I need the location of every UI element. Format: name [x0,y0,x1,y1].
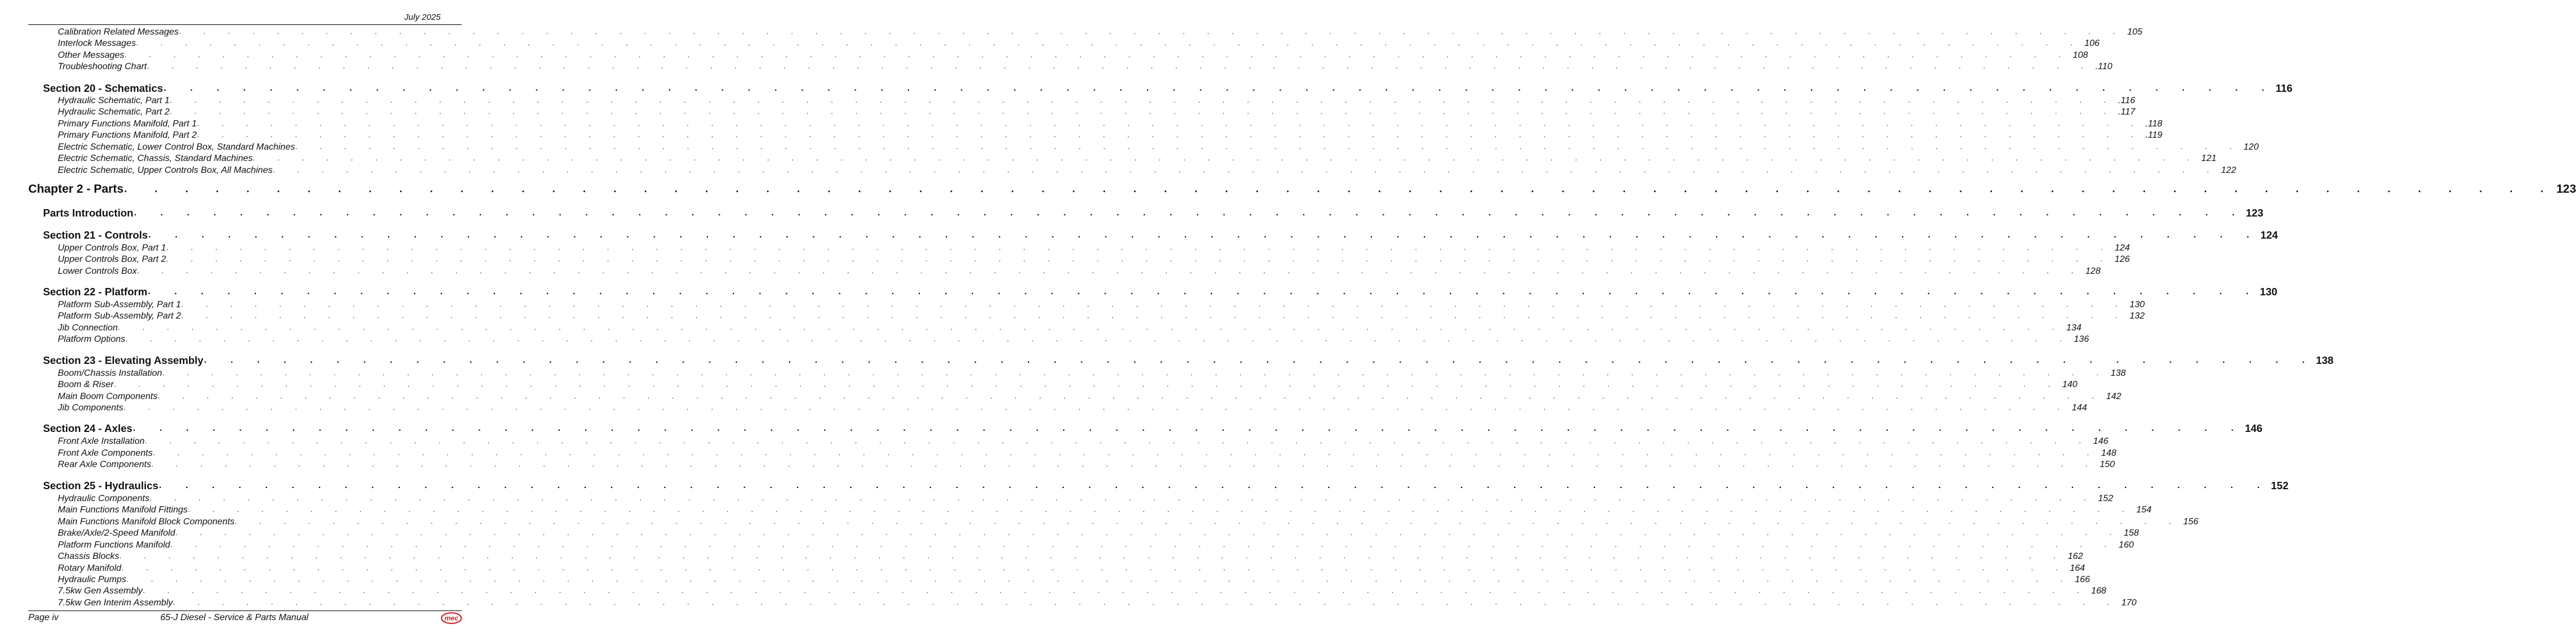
toc-title: Lower Controls Box [28,266,137,277]
toc-entry[interactable] [28,152,2217,164]
toc-page-number: 138 [2110,368,2126,378]
toc-title: Upper Controls Box, Part 1 [28,243,166,253]
dot-leader: . . . . . . . . . . . . . . . . . . . . . . . . . . . . . . . . . . . . . . . . . . . . . . . . . . . . . . . . . . . . . . . . . . . . . . . . . . . . . . . . [158,392,2105,400]
toc-title: Front Axle Installation [28,436,144,447]
toc-page-number: .116 [2118,96,2135,105]
toc-title: Interlock Messages [28,39,136,49]
dot-leader: . . . . . . . . . . . . . . . . . . . . . . . . . . . . . . . . . . . . . . . . . . . . . . . . . . . . . . . . . . . . . . . . . . . . . . . . . . . . . . . . [163,368,2109,377]
toc-entry[interactable] [28,253,2130,265]
toc-page-number: 132 [2129,311,2145,321]
toc-title: Platform Sub-Assembly, Part 2 [28,311,181,321]
toc-entry[interactable] [28,265,2101,277]
toc-entry[interactable] [28,118,2163,129]
footer-manual-title: 65-J Diesel - Service & Parts Manual [160,613,309,622]
toc-entry[interactable] [28,37,2100,49]
toc-section[interactable] [28,207,2263,219]
dot-leader: . . . . . . . . . . . . . . . . . . . . . . . . . . . . . . . . . . . . . . . . . . . . . . . . . . . . . . . . . . . . . . . . . . . . . . . . . . . . . . . . [120,552,2066,560]
toc-entry[interactable] [28,504,2152,515]
toc-title: Hydraulic Pumps [28,575,126,585]
toc-entry[interactable] [28,493,2113,504]
dot-leader: . . . . . . . . . . . . . . . . . . . . . . . . . . . . . . . . . . . . . . . . . . . . . . . . . . . . . . . . . . . . . . . . . . . . . . . . . . . . . . . . [295,142,2242,151]
toc-title: Main Functions Manifold Fittings [28,505,187,515]
toc-page-number: 108 [2072,50,2088,60]
dot-leader: . . . . . . . . . . . . . . . . . . . . . . . . . . . . . . . . . . . . . . . . . . . . . . . . . . . . . . . . . . . . . . . . . . . . . . . . . . . . . . . . [151,460,2099,468]
toc-title: Boom & Riser [28,380,114,390]
dot-leader: . . . . . . . . . . . . . . . . . . . . . . . . . . . . . . . . . . . . . . . . . . . . . . . . . . . . . . . . . . . . . . . . . . . . . . . . . . . . . . . . [170,96,2117,104]
toc-page-number: 105 [2127,27,2143,37]
toc-page-number: 116 [2275,82,2293,94]
toc-page-number: 124 [2114,243,2130,253]
toc-entry[interactable] [28,367,2126,379]
toc-section[interactable] [28,82,2293,95]
dot-leader: . . . . . . . . . . . . . . . . . . . . . . . . . . . . . . . . . . . . . . . . . . . . . . . . . . . . . . . . . . . . . . . . . . . . . . . . . . . . . . . . [204,355,2315,365]
dot-leader: . . . . . . . . . . . . . . . . . . . . . . . . . . . . . . . . . . . . . . . . . . . . . . . . . . . . . . . . . . . . . . . . . . . . . . . . . . . . . . . . [197,130,2144,139]
toc-section[interactable] [28,286,2278,298]
dot-leader: . . . . . . . . . . . . . . . . . . . . . . . . . . . . . . . . . . . . . . . . . . . . . . . . . . . . . . . . . . . . . . . . . . . . . . . . . . . . . . . . [122,563,2069,572]
toc-title: Section 22 - Platform [28,286,147,298]
toc-page-number: 156 [2183,517,2199,527]
toc-page-number: 152 [2098,494,2113,503]
toc-entry[interactable] [28,527,2139,539]
toc-entry[interactable] [28,574,2090,585]
dot-leader: . . . . . . . . . . . . . . . . . . . . . . . . . . . . . . . . . . . . . . . . . . . . . . . . . . . . . . . . . . . . . . . . . . . . . . . . . . . . . . . . [167,255,2113,263]
toc-entry[interactable] [28,95,2135,106]
toc-title: Section 25 - Hydraulics [28,480,159,492]
mec-logo [441,612,462,624]
toc-entry[interactable] [28,459,2115,470]
toc-page-number: 160 [2118,540,2134,550]
toc-entry[interactable] [28,129,2163,141]
toc-title: Primary Functions Manifold, Part 1 [28,119,197,129]
toc-title: Section 24 - Axles [28,422,133,435]
toc-page-number: 134 [2066,323,2082,333]
toc-page-number: 158 [2123,528,2139,538]
toc-entry[interactable] [28,550,2083,562]
toc-title: Upper Controls Box, Part 2 [28,255,166,265]
dot-leader: . . . . . . . . . . . . . . . . . . . . . . . . . . . . . . . . . . . . . . . . . . . . . . . . . . . . . . . . . . . . . . . . . . . . . . . . . . . . . . . . [126,575,2074,583]
toc-page-number: 124 [2260,229,2278,241]
dot-leader: . . . . . . . . . . . . . . . . . . . . . . . . . . . . . . . . . . . . . . . . . . . . . . . . . . . . . . . . . . . . . . . . . . . . . . . . . . . . . . . . [123,403,2070,412]
toc-section[interactable] [28,229,2278,241]
toc-title: Rotary Manifold [28,563,121,574]
dot-leader: . . . . . . . . . . . . . . . . . . . . . . . . . . . . . . . . . . . . . . . . . . . . . . . . . . . . . . . . . . . . . . . . . . . . . . . . . . . . . . . . [188,505,2135,514]
toc-entry[interactable] [28,435,2109,447]
toc-page-number: 166 [2075,575,2090,584]
toc-title: Chapter 2 - Parts [28,183,124,196]
toc-entry[interactable] [28,516,2199,527]
toc-entry[interactable] [28,447,2117,459]
dot-leader: . . . . . . . . . . . . . . . . . . . . . . . . . . . . . . . . . . . . . . . . . . . . . . . . . . . . . . . . . . . . . . . . . . . . . . . . . . . . . . . . [170,540,2117,549]
dot-leader: . . . . . . . . . . . . . . . . . . . . . . . . . . . . . . . . . . . . . . . . . . . . . . . . . . . . . . . . . . . . . . . . . . . . . . . . . . . . . . . . [118,323,2065,332]
toc-page-number: 164 [2070,563,2085,573]
svg-text:mec: mec [444,614,459,622]
toc-title: Platform Sub-Assembly, Part 1 [28,300,181,310]
toc-entry[interactable] [28,597,2137,608]
toc-page-number: 128 [2085,266,2101,276]
dot-leader: . . . . . . . . . . . . . . . . . . . . . . . . . . . . . . . . . . . . . . . . . . . . . . . . . . . . . . . . . . . . . . . . . . . . . . . . . . . . . . . . [137,266,2084,275]
dot-leader: . . . . . . . . . . . . . . . . . . . . . . . . . . . . . . . . . . . . . . . . . . . . . . . . . . . . . . . . . . . . . . . . . . . . . . . . . . . . . . . . [173,598,2120,607]
toc-title: Calibration Related Messages [28,27,178,37]
dot-leader: . . . . . . . . . . . . . . . . . . . . . . . . . . . . . . . . . . . . . . . . . . . . . . . . . . . . . . . . . . . . . . . . . . . . . . . . . . . . . . . . [147,62,2094,70]
toc-title: Troubleshooting Chart [28,62,147,72]
toc-entry[interactable] [28,322,2082,333]
dot-leader: . . . . . . . . . . . . . . . . . . . . . . . . . . . . . . . . . . . . . . . . . . . . . . . . . . . . . . . . . . . . . . . . . . . . . . . . . . . . . . . . [176,528,2122,537]
toc-page-number: .119 [2145,130,2163,140]
toc-page-number: 106 [2084,39,2100,48]
toc-page-number: 150 [2100,460,2115,469]
toc-page-number: 120 [2244,142,2259,152]
toc-chapter[interactable] [28,181,2576,196]
toc-entry[interactable] [28,164,2237,176]
toc-title: Section 21 - Controls [28,229,148,241]
header-date: July 2025 [404,12,441,22]
dot-leader: . . . . . . . . . . . . . . . . . . . . . . . . . . . . . . . . . . . . . . . . . . . . . . . . . . . . . . . . . . . . . . . . . . . . . . . . . . . . . . . . [253,154,2200,162]
dot-leader: . . . . . . . . . . . . . . . . . . . . . . . . . . . . . . . . . . . . . . . . . . . . . . . . . . . . . . . . . . . . . . . . . . . . . . . . . . . . . . . . [143,586,2089,595]
toc-entry[interactable] [28,391,2122,402]
toc-title: Chassis Blocks [28,552,119,562]
toc-title: Hydraulic Schematic, Part 2 [28,107,169,117]
toc-title: Platform Options [28,334,125,345]
toc-entry[interactable] [28,49,2088,61]
toc-title: Platform Functions Manifold [28,540,170,550]
toc-page-number: 154 [2136,505,2152,515]
toc-entry[interactable] [28,242,2130,253]
toc-page-number: 123 [2556,183,2576,196]
dot-leader: . . . . . . . . . . . . . . . . . . . . . . . . . . . . . . . . . . . . . . . . . . . . . . . . . . . . . . . . . . . . . . . . . . . . . . . . . . . . . . . . [179,27,2126,36]
toc-entry[interactable] [28,106,2135,117]
dot-leader: . . . . . . . . . . . . . . . . . . . . . . . . . . . . . . . . . . . . . . . . . . . . . . . . . . . . . . . . . . . . . . . . . . . . . . . . . . . . . . . . [148,230,2260,240]
toc-title: Electric Schematic, Lower Control Box, Standard Machines [28,142,295,152]
toc-page-number: 121 [2201,154,2217,163]
dot-leader: . . . . . . . . . . . . . . . . . . . . . . . . . . . . . . . . . . . . . . . . . . . . . . . . . . . . . . . . . . . . . . . . . . . . . . . . . . . . . . . . [145,436,2092,445]
footer-rule [28,610,462,611]
dot-leader: . . . . . . . . . . . . . . . . . . . . . . . . . . . . . . . . . . . . . . . . . . . . . . . . . . . . . . . . . . . . . . . . . . . . . . . . . . . . . . . . [133,423,2245,433]
toc-page-number: 146 [2245,422,2263,434]
toc-title: Jib Components [28,403,123,413]
toc-title: Hydraulic Schematic, Part 1 [28,96,169,106]
toc-page-number: 122 [2221,166,2237,175]
toc-page-number: 168 [2091,586,2106,596]
toc-title: Jib Connection [28,323,118,333]
toc-title: Parts Introduction [28,207,133,219]
dot-leader: . . . . . . . . . . . . . . . . . . . . . . . . . . . . . . . . . . . . . . . . . . . . . . . . . . . . . . . . . . . . . . . . . . . . . . . . . . . . . . . . [197,119,2144,128]
toc-title: Main Boom Components [28,392,157,402]
toc-title: Section 20 - Schematics [28,82,163,95]
toc-title: Primary Functions Manifold, Part 2 [28,130,197,141]
footer-page-label: Page iv [28,613,59,622]
dot-leader: . . . . . . . . . . . . . . . . . . . . . . . . . . . . . . . . . . . . . . . . . . . . . . . . . . . . . . . . . . . . . . . . . . . . . . . . . . . . . . . . [124,183,2556,194]
toc-title: Brake/Axle/2-Speed Manifold [28,528,175,539]
dot-leader: . . . . . . . . . . . . . . . . . . . . . . . . . . . . . . . . . . . . . . . . . . . . . . . . . . . . . . . . . . . . . . . . . . . . . . . . . . . . . . . . [235,517,2182,525]
dot-leader: . . . . . . . . . . . . . . . . . . . . . . . . . . . . . . . . . . . . . . . . . . . . . . . . . . . . . . . . . . . . . . . . . . . . . . . . . . . . . . . . [114,380,2061,388]
toc-page-number: .117 [2118,107,2135,117]
toc-title: Front Axle Components [28,448,152,459]
dot-leader: . . . . . . . . . . . . . . . . . . . . . . . . . . . . . . . . . . . . . . . . . . . . . . . . . . . . . . . . . . . . . . . . . . . . . . . . . . . . . . . . [150,494,2097,502]
toc-page-number: 146 [2093,436,2109,446]
dot-leader: . . . . . . . . . . . . . . . . . . . . . . . . . . . . . . . . . . . . . . . . . . . . . . . . . . . . . . . . . . . . . . . . . . . . . . . . . . . . . . . . [167,243,2113,252]
toc-title: Electric Schematic, Upper Controls Box, All Machines [28,166,272,176]
dot-leader: . . . . . . . . . . . . . . . . . . . . . . . . . . . . . . . . . . . . . . . . . . . . . . . . . . . . . . . . . . . . . . . . . . . . . . . . . . . . . . . . [181,311,2128,320]
toc-section[interactable] [28,422,2263,435]
toc-title: 7.5kw Gen Interim Assembly [28,598,173,608]
dot-leader: . . . . . . . . . . . . . . . . . . . . . . . . . . . . . . . . . . . . . . . . . . . . . . . . . . . . . . . . . . . . . . . . . . . . . . . . . . . . . . . . [170,107,2117,116]
toc-entry[interactable] [28,562,2085,574]
toc-entry[interactable] [28,310,2145,321]
toc-title: Boom/Chassis Installation [28,368,162,379]
toc-entry[interactable] [28,299,2145,310]
toc-entry[interactable] [28,26,2143,37]
toc-entry[interactable] [28,61,2113,72]
toc-title: Other Messages [28,50,124,61]
toc-page-number: 170 [2121,598,2137,608]
toc-title: 7.5kw Gen Assembly [28,586,143,596]
toc-title: Hydraulic Components [28,494,150,504]
toc-entry[interactable] [28,539,2134,550]
toc-entry[interactable] [28,402,2087,413]
toc-page-number: 123 [2246,207,2263,219]
dot-leader: . . . . . . . . . . . . . . . . . . . . . . . . . . . . . . . . . . . . . . . . . . . . . . . . . . . . . . . . . . . . . . . . . . . . . . . . . . . . . . . . [134,208,2246,218]
toc-page-number: 126 [2114,255,2130,264]
toc-page-number: 162 [2067,552,2083,561]
dot-leader: . . . . . . . . . . . . . . . . . . . . . . . . . . . . . . . . . . . . . . . . . . . . . . . . . . . . . . . . . . . . . . . . . . . . . . . . . . . . . . . . [148,287,2259,296]
toc-section[interactable] [28,354,2334,367]
toc-page-number: 130 [2259,286,2278,298]
dot-leader: . . . . . . . . . . . . . . . . . . . . . . . . . . . . . . . . . . . . . . . . . . . . . . . . . . . . . . . . . . . . . . . . . . . . . . . . . . . . . . . . [273,166,2220,174]
toc-title: Electric Schematic, Chassis, Standard Machines [28,154,253,164]
toc-page-number: 138 [2315,354,2334,366]
toc-page-number: 136 [2074,334,2089,344]
dot-leader: . . . . . . . . . . . . . . . . . . . . . . . . . . . . . . . . . . . . . . . . . . . . . . . . . . . . . . . . . . . . . . . . . . . . . . . . . . . . . . . . [153,448,2100,457]
toc-entry[interactable] [28,585,2106,596]
toc-page-number: 148 [2101,448,2117,458]
toc-page-number: .118 [2145,119,2163,129]
toc-title: Rear Axle Components [28,460,151,470]
toc-section[interactable] [28,480,2289,492]
toc-page-number: 152 [2271,480,2289,491]
toc-entry[interactable] [28,379,2078,390]
toc-page-number: 130 [2129,300,2145,309]
dot-leader: . . . . . . . . . . . . . . . . . . . . . . . . . . . . . . . . . . . . . . . . . . . . . . . . . . . . . . . . . . . . . . . . . . . . . . . . . . . . . . . . [125,50,2071,59]
toc-page-number: 144 [2071,403,2087,413]
dot-leader: . . . . . . . . . . . . . . . . . . . . . . . . . . . . . . . . . . . . . . . . . . . . . . . . . . . . . . . . . . . . . . . . . . . . . . . . . . . . . . . . [163,83,2275,93]
toc-page-number: 140 [2062,380,2078,389]
toc-title: Main Functions Manifold Block Components [28,517,234,527]
dot-leader: . . . . . . . . . . . . . . . . . . . . . . . . . . . . . . . . . . . . . . . . . . . . . . . . . . . . . . . . . . . . . . . . . . . . . . . . . . . . . . . . [159,481,2271,490]
toc-title: Section 23 - Elevating Assembly [28,354,203,367]
toc-entry[interactable] [28,333,2089,345]
header-rule [28,24,462,25]
dot-leader: . . . . . . . . . . . . . . . . . . . . . . . . . . . . . . . . . . . . . . . . . . . . . . . . . . . . . . . . . . . . . . . . . . . . . . . . . . . . . . . . [126,334,2072,343]
toc-page-number: 142 [2106,392,2122,401]
toc-entry[interactable] [28,141,2259,152]
dot-leader: . . . . . . . . . . . . . . . . . . . . . . . . . . . . . . . . . . . . . . . . . . . . . . . . . . . . . . . . . . . . . . . . . . . . . . . . . . . . . . . . [136,39,2083,47]
toc-page-number: .110 [2095,62,2113,71]
dot-leader: . . . . . . . . . . . . . . . . . . . . . . . . . . . . . . . . . . . . . . . . . . . . . . . . . . . . . . . . . . . . . . . . . . . . . . . . . . . . . . . . [181,300,2128,308]
